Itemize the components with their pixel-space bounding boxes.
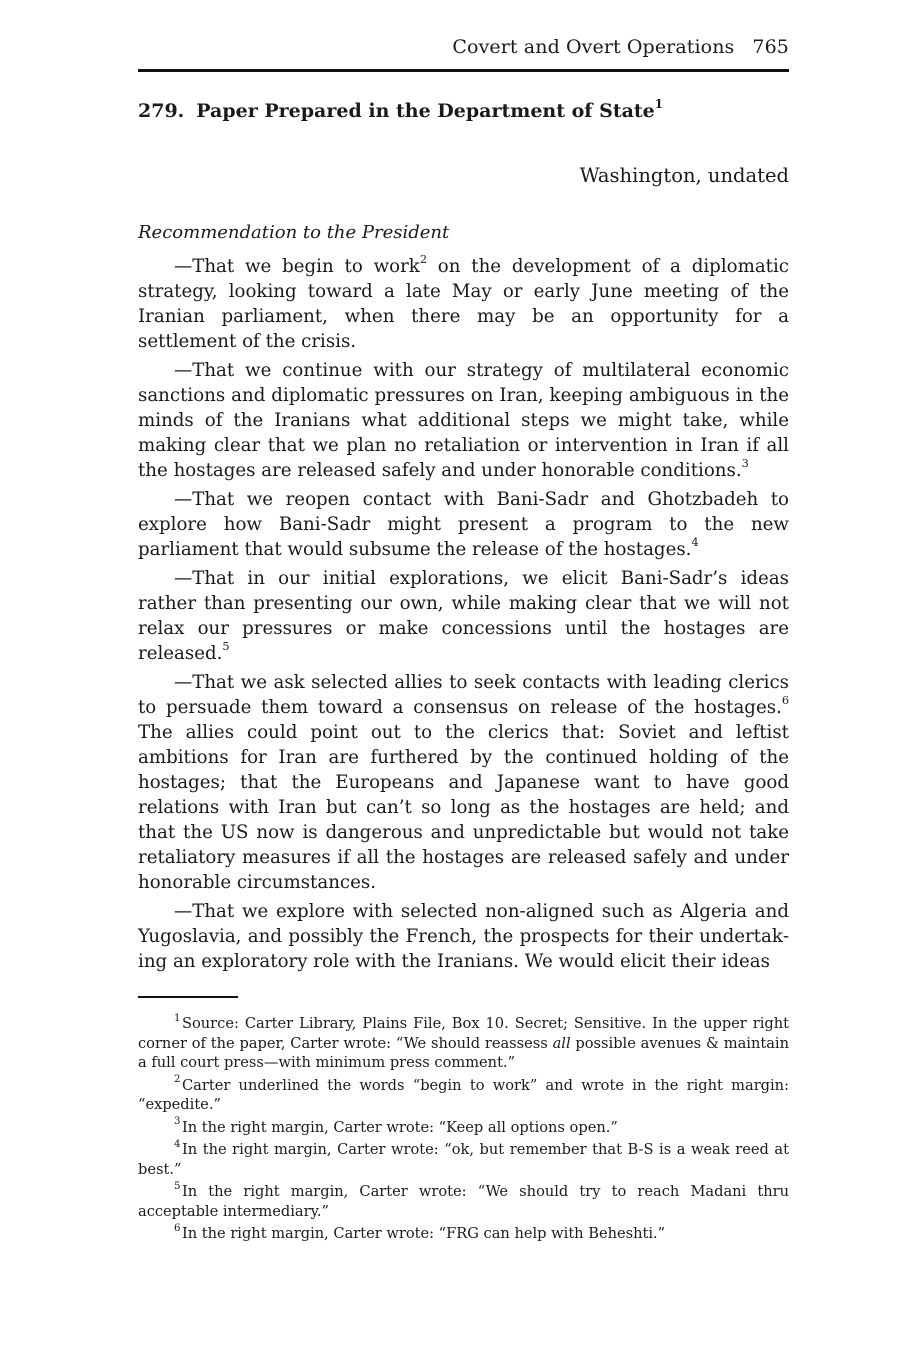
running-head — [452, 36, 789, 58]
footnote: $^1$ Source: Carter Library, Plains File, Box 10. Secret; Sensitive. In the upper right corner of the paper, Carter wrote: “We should reassess all possible avenues & maintain a full court press—with minimum press comment.” — [138, 1012, 789, 1071]
footnote-ref[interactable]: 3 — [741, 457, 749, 471]
paragraph: —That we begin to work$^2$ on the development of a diplomatic strategy, looking toward a late May or early June meeting of the Iranian parliament, when there may be an opportunity for a settlement of the crisis. — [138, 253, 789, 352]
document-number: 279. — [138, 100, 185, 122]
running-title: Covert and Overt Operations — [452, 36, 735, 58]
footnote-ref[interactable]: 6 — [781, 694, 789, 708]
footnote: $^2$ Carter underlined the words “begin to work” and wrote in the right margin: “expedite.” — [138, 1074, 789, 1113]
footnotes — [138, 1014, 789, 1247]
footnote-rule — [138, 996, 238, 998]
header-rule — [138, 69, 789, 72]
paragraph: —That we reopen contact with Bani-Sadr and Ghotzbadeh to explore how Bani-Sadr might present a program to the new parliament that would subsume the release of the hostages.$^4$ — [138, 489, 789, 560]
section-subhead: Recommendation to the President — [138, 222, 450, 243]
document-title — [138, 96, 663, 122]
document-title-text: Paper Prepared in the Department of State — [196, 100, 655, 122]
footnote-ref[interactable]: 2 — [419, 253, 427, 267]
dateline: Washington, undated — [579, 164, 789, 187]
footnote: $^3$ In the right margin, Carter wrote: “Keep all options open.” — [174, 1116, 618, 1136]
footnote-ref[interactable]: 4 — [691, 536, 699, 550]
paragraph: —That in our initial explorations, we elicit Bani-Sadr’s ideas rather than presenting our own, while making clear that we will not relax our pressures or make concessions until the hostages are released.$^5$ — [138, 568, 789, 664]
paragraph: —That we continue with our strategy of multilateral economic sanctions and diplomatic pressures on Iran, keeping ambiguous in the minds of the Iranians what additional steps we might take, while making clear that we plan no retaliation or intervention in Iran if all the hostages are released safely and under honorable conditions.$^3$ — [138, 360, 789, 481]
footnote: $^6$ In the right margin, Carter wrote: “FRG can help with Beheshti.” — [174, 1222, 666, 1242]
page-number: 765 — [752, 36, 789, 58]
paragraph: —That we ask selected allies to seek contacts with leading clerics to persuade them toward a consensus on release of the hostages.$^6$ The allies could point out to the clerics that: Soviet and leftist ambitions for Iran are furthered by the continued holding of the hostages; that the Europeans and Japanese want to have good relations with Iran but can’t so long as the hostages are held; and that the US now is dangerous and unpredictable but would not take retaliatory measures if all the hostages are released safely and under honorable circumstances. — [138, 672, 789, 893]
footnote: $^4$ In the right margin, Carter wrote: “ok, but remember that B-S is a weak reed at best.” — [138, 1138, 789, 1178]
body-text — [138, 254, 789, 978]
footnote: $^5$ In the right margin, Carter wrote: “We should try to reach Madani thru acceptable intermediary.” — [138, 1180, 789, 1220]
paragraph: —That we explore with selected non-aligned such as Algeria and Yugoslavia, and possibly the French, the prospects for their undertaking an exploratory role with the Iranians. We would elicit their ideas — [138, 901, 789, 972]
footnote-ref[interactable]: 5 — [222, 640, 230, 654]
footnote-ref[interactable]: 1 — [654, 96, 663, 111]
